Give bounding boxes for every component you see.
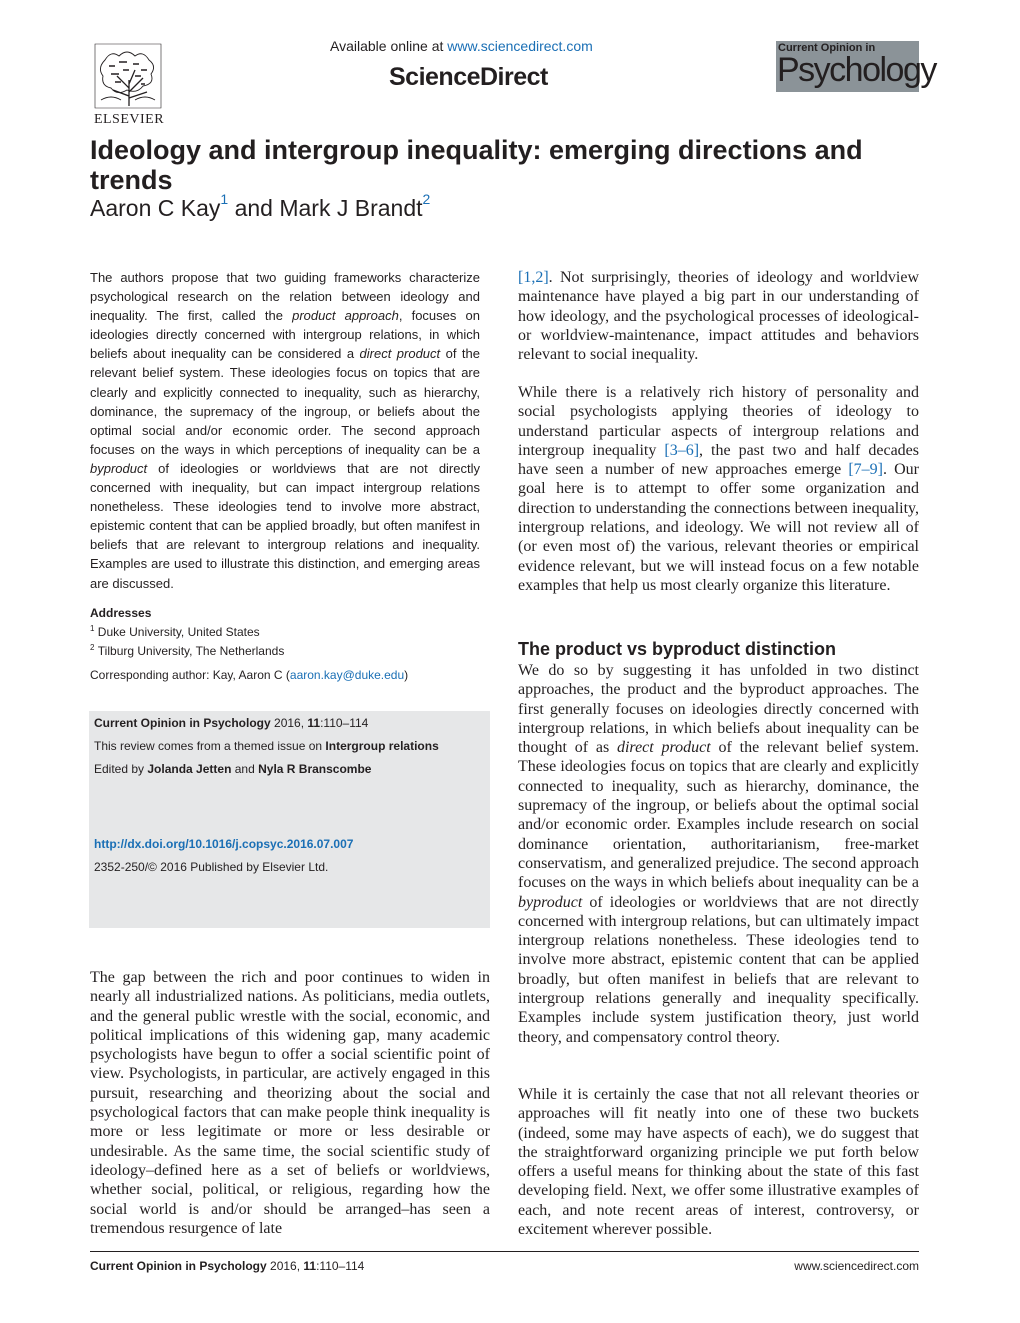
footer-citation <box>90 1259 364 1273</box>
paragraph-text: , the past two and half decades have seen a number of new approaches emerge <box>518 441 919 479</box>
corresponding-suffix: ) <box>404 668 409 682</box>
address-1-text: Duke University, United States <box>97 625 260 639</box>
abstract-text: , focuses on ideologies directly concerned with intergroup relations, in which beliefs about inequality can be considered a <box>90 308 481 362</box>
doi-link[interactable]: http://dx.doi.org/10.1016/j.copsyc.2016.07.007 <box>94 837 354 851</box>
theme-name: Intergroup relations <box>325 739 439 753</box>
paragraph-text: While there is a relatively rich history of personality and social psychologists applying theories of ideology to understand particular aspects of intergroup relations and intergroup inequality <box>518 384 919 459</box>
abstract-text: of ideologies or worldviews that are not directly concerned with inequality, but can impact intergroup relations nonetheless. These ideologies tend to involve more abstract, epistemic content that can be applied broadly, but often manifest in beliefs that are relevant to intergroup relations and inequality. Examples are used to illustrate this distinction, and emerging areas are discussed. <box>90 460 480 591</box>
editor-2: Nyla R Branscombe <box>258 762 372 776</box>
footer-site: www.sciencedirect.com <box>794 1259 919 1273</box>
corresponding-author <box>90 668 408 682</box>
author-2: Mark J Brandt <box>279 195 423 221</box>
theme-prefix: This review comes from a themed issue on <box>94 739 326 753</box>
citation-link[interactable]: [1,2] <box>518 269 549 286</box>
issn-line: 2352-250/© 2016 Published by Elsevier Ltd. <box>94 860 329 874</box>
available-prefix: Available online at <box>330 38 448 54</box>
abstract-emphasis: byproduct <box>90 460 148 476</box>
theme-line <box>94 739 439 753</box>
info-pages: :110–114 <box>320 716 369 730</box>
address-2 <box>90 640 480 659</box>
article-title: Ideology and intergroup inequality: emerging directions and trends <box>90 135 863 195</box>
address-1 <box>90 621 480 640</box>
paragraph-emphasis: byproduct <box>518 893 583 911</box>
footer-journal: Current Opinion in Psychology <box>90 1259 267 1273</box>
paragraph-text: . Our goal here is to attempt to offer some organization and direction to understanding the connections between inequality, intergroup relations, and ideology. We will not review all of (or even most of) the various, relevant theories or empirical evidence relevant, but we will instead focus on a few notable examples that help us most clearly organize this literature. <box>518 461 920 594</box>
citation-link[interactable]: [7–9] <box>848 461 883 479</box>
corresponding-email-link[interactable]: aaron.kay@duke.edu <box>289 668 405 682</box>
author-join: and <box>228 195 280 221</box>
paragraph-emphasis: direct product <box>616 739 711 757</box>
section-heading: The product vs byproduct distinction <box>518 639 837 659</box>
available-online <box>330 38 593 54</box>
doi-line <box>94 837 353 851</box>
paragraph-text: of the relevant belief system. These ideologies focus on topics that are clearly and explicitly connected to inequality, such as hierarchy, dominance, the supremacy of the ingroup, or beliefs about the optimal social and/or economic order. Examples include research on social dominance orientation, authoritarianism, free-market conservatism, and generalized prejudice. The second approach focuses on the ways in which beliefs about inequality can be a <box>518 739 920 892</box>
edited-prefix: Edited by <box>94 762 148 776</box>
citation-link[interactable]: [3–6] <box>664 441 700 459</box>
journal-badge-top: Current Opinion in <box>778 42 876 54</box>
paragraph-text: of ideologies or worldviews that are not directly concerned with intergroup relations, but can ultimately impact intergroup relations nonetheless. These ideologies tend to involve more abstract, epistemic content that can be applied broadly, but often manifest in beliefs that are relevant to intergroup relations generally and inequality specifically. Examples include system justification theory, just world theory, and compensatory control theory. <box>518 893 919 1046</box>
addresses <box>90 605 480 659</box>
editor-1: Jolanda Jetten <box>147 762 232 776</box>
footer-pages: :110–114 <box>316 1259 365 1273</box>
footer-divider <box>90 1251 919 1252</box>
address-1-marker: 1 <box>90 624 95 633</box>
author-list <box>90 191 431 222</box>
info-year: 2016, <box>270 716 308 730</box>
info-journal: Current Opinion in Psychology <box>94 716 271 730</box>
abstract-emphasis: direct product <box>359 346 441 362</box>
abstract-emphasis: product approach <box>292 308 399 324</box>
journal-badge-main: Psychology <box>777 51 936 89</box>
citation-line <box>94 716 368 730</box>
paragraph-text: We do so by suggesting it has unfolded in two distinct approaches, the product and the byproduct approaches. The first generally focuses on ideologies directly concerned with intergroup relations, in which beliefs about inequality can be thought of as <box>518 662 919 757</box>
address-2-marker: 2 <box>90 643 95 652</box>
article-info-box <box>89 711 490 928</box>
address-2-text: Tilburg University, The Netherlands <box>97 644 285 658</box>
footer-year: 2016, <box>266 1259 304 1273</box>
platform-name: ScienceDirect <box>389 63 548 91</box>
sciencedirect-link[interactable]: www.sciencedirect.com <box>447 38 593 54</box>
edited-and: and <box>231 762 259 776</box>
addresses-heading: Addresses <box>90 606 152 620</box>
body-paragraph-4: While it is certainly the case that not all relevant theories or approaches will fit neatly into one of these two buckets (indeed, some may have aspects of each), we do suggest that the straightforward organizing principle we put forth below offers a useful means for thinking about the state of this fast developing field. Next, we offer some illustrative examples of each, and note recent areas of interest, controversy, or excitement wherever possible. <box>518 1086 919 1239</box>
body-paragraph-1 <box>518 268 919 364</box>
author-2-affiliation[interactable]: 2 <box>422 191 431 207</box>
abstract <box>90 268 480 593</box>
journal-badge <box>776 41 936 92</box>
abstract-text: The authors propose that two guiding frameworks characterize psychological research on the relation between ideology and inequality. The first, called the <box>90 270 480 324</box>
footer-volume: 11 <box>303 1259 317 1273</box>
info-volume: 11 <box>307 716 321 730</box>
author-1: Aaron C Kay <box>90 195 221 221</box>
editors-line <box>94 762 371 776</box>
body-paragraph-2 <box>518 383 919 595</box>
intro-paragraph: The gap between the rich and poor continues to widen in nearly all industrialized nations. As politicians, media outlets, and the general public wrestle with the social, economic, and political implications of this widening gap, many academic psychologists have begun to offer a social scientific point of view. Psychologists, in particular, are actively engaged in this pursuit, researching and theorizing about the social and psychological factors that can make people think inequality is more or less legitimate or more or less desirable or undesirable. As the same time, the social scientific study of ideology–defined here as a set of beliefs or worldviews, whether social, political, or religious, regarding how the social world is and/or should be arranged–has seen a tremendous resurgence of late <box>90 969 490 1237</box>
abstract-text: of the relevant belief system. These ideologies focus on topics that are clearly and explicitly connected to inequality, such as hierarchy, dominance, the supremacy of the ingroup, or beliefs about the optimal social and/or economic order. The second approach focuses on the ways in which perceptions of inequality can be a <box>90 346 480 457</box>
body-paragraph-3 <box>518 661 919 1047</box>
corresponding-prefix: Corresponding author: Kay, Aaron C ( <box>90 668 290 682</box>
author-1-affiliation[interactable]: 1 <box>220 191 229 207</box>
paragraph-text: . Not surprisingly, theories of ideology and worldview maintenance have played a big part in our understanding of how ideology, and the psychological processes of ideological- or worldview-maintenance, impact attitudes and behaviors relevant to social inequality. <box>518 269 919 364</box>
publisher-logo-text: ELSEVIER <box>93 112 165 127</box>
